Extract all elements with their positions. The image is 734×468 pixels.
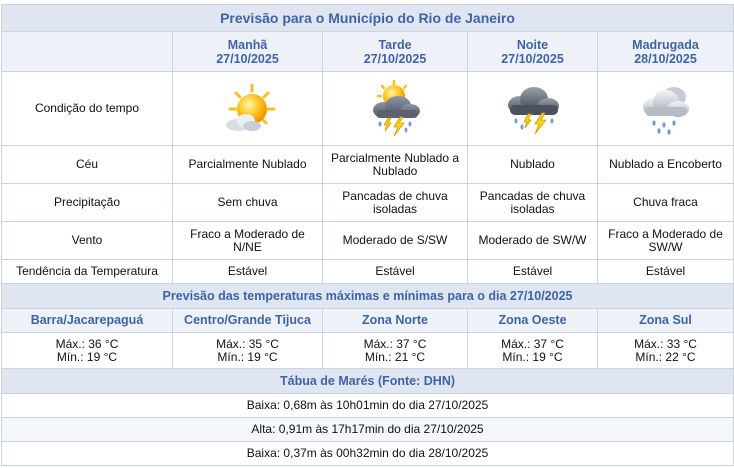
precip-afternoon: Pancadas de chuva isoladas xyxy=(323,184,468,222)
zone-temps-centro xyxy=(173,333,323,369)
max-temp: Máx.: 36 °C xyxy=(55,336,119,351)
thunderstorm-cloud-icon xyxy=(502,81,564,137)
max-temp: Máx.: 33 °C xyxy=(634,336,697,351)
min-temp: Mín.: 19 °C xyxy=(217,349,278,364)
sky-dawn: Nublado a Encoberto xyxy=(598,146,734,184)
condition-cell-morning xyxy=(173,72,323,146)
tide-row: Alta: 0,91m às 17h17min do dia 27/10/2025 xyxy=(2,418,734,442)
min-temp: Mín.: 22 °C xyxy=(635,349,696,364)
zone-header-oeste: Zona Oeste xyxy=(468,309,598,333)
sky-morning: Parcialmente Nublado xyxy=(173,146,323,184)
row-label-condition: Condição do tempo xyxy=(2,72,173,146)
trend-morning: Estável xyxy=(173,260,323,284)
zone-temps-barra xyxy=(2,333,173,369)
trend-dawn: Estável xyxy=(598,260,734,284)
wind-morning: Fraco a Moderado de N/NE xyxy=(173,222,323,260)
tide-row: Baixa: 0,68m às 10h01min do dia 27/10/2025 xyxy=(2,394,734,418)
thunderstorm-sun-icon xyxy=(364,80,426,138)
wind-dawn: Fraco a Moderado de SW/W xyxy=(598,222,734,260)
forecast-table xyxy=(1,4,734,466)
trend-afternoon: Estável xyxy=(323,260,468,284)
period-header-afternoon: Tarde 27/10/2025 xyxy=(323,32,468,72)
zone-temps-norte xyxy=(323,333,468,369)
row-label-wind: Vento xyxy=(2,222,173,260)
tide-row: Baixa: 0,37m às 00h32min do dia 28/10/2025 xyxy=(2,442,734,466)
temperature-forecast-title: Previsão das temperaturas máximas e mínimas para o dia 27/10/2025 xyxy=(2,284,734,309)
max-temp: Máx.: 37 °C xyxy=(363,336,427,351)
max-temp: Máx.: 37 °C xyxy=(501,336,564,351)
wind-night: Moderado de SW/W xyxy=(468,222,598,260)
condition-cell-dawn xyxy=(598,72,734,146)
wind-afternoon: Moderado de S/SW xyxy=(323,222,468,260)
period-header-morning: Manhã 27/10/2025 xyxy=(173,32,323,72)
min-temp: Mín.: 19 °C xyxy=(502,349,563,364)
zone-temps-oeste xyxy=(468,333,598,369)
zone-header-norte: Zona Norte xyxy=(323,309,468,333)
condition-cell-afternoon xyxy=(323,72,468,146)
corner-cell xyxy=(2,32,173,72)
condition-cell-night xyxy=(468,72,598,146)
partly-sunny-icon xyxy=(218,81,278,137)
precip-dawn: Chuva fraca xyxy=(598,184,734,222)
trend-night: Estável xyxy=(468,260,598,284)
min-temp: Mín.: 19 °C xyxy=(56,349,118,364)
precip-morning: Sem chuva xyxy=(173,184,323,222)
period-header-dawn: Madrugada 28/10/2025 xyxy=(598,32,734,72)
zone-header-centro: Centro/Grande Tijuca xyxy=(173,309,323,333)
tide-table-title: Tábua de Marés (Fonte: DHN) xyxy=(2,369,734,394)
row-label-temperature-trend: Tendência da Temperatura xyxy=(2,260,173,284)
min-temp: Mín.: 21 °C xyxy=(364,349,426,364)
forecast-title: Previsão para o Município do Rio de Janeiro xyxy=(2,5,734,32)
row-label-precipitation: Precipitação xyxy=(2,184,173,222)
precip-night: Pancadas de chuva isoladas xyxy=(468,184,598,222)
light-rain-cloud-icon xyxy=(636,81,696,137)
sky-night: Nublado xyxy=(468,146,598,184)
max-temp: Máx.: 35 °C xyxy=(216,336,279,351)
sky-afternoon: Parcialmente Nublado a Nublado xyxy=(323,146,468,184)
zone-temps-sul xyxy=(598,333,734,369)
zone-header-sul: Zona Sul xyxy=(598,309,734,333)
period-header-night: Noite 27/10/2025 xyxy=(468,32,598,72)
row-label-sky: Céu xyxy=(2,146,173,184)
zone-header-barra: Barra/Jacarepaguá xyxy=(2,309,173,333)
